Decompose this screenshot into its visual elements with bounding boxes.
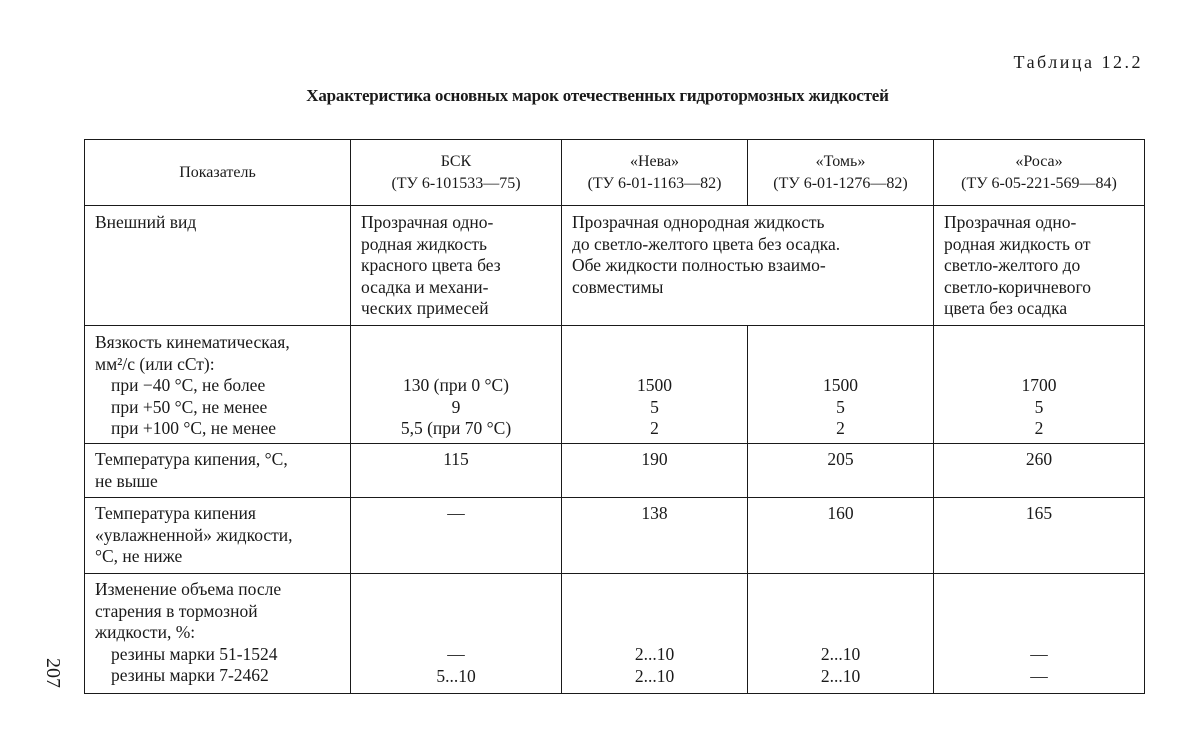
header-cell-neva: «Нева» (ТУ 6-01-1163—82) <box>562 140 748 206</box>
cell-rosa: 260 <box>934 444 1145 498</box>
cell-tom: 2...10 2...10 <box>748 574 934 694</box>
cell-neva: 138 <box>562 498 748 574</box>
table-row-wet-boiling <box>85 498 1145 574</box>
cell-tom: 160 <box>748 498 934 574</box>
row-label: Температура кипения, °С, не выше <box>85 444 351 498</box>
table-row-volume-change <box>85 574 1145 694</box>
cell-neva: 190 <box>562 444 748 498</box>
header-cell-indicator: Показатель <box>85 140 351 206</box>
table-row-boiling <box>85 444 1145 498</box>
row-label: Температура кипения «увлажненной» жидкости, °С, не ниже <box>85 498 351 574</box>
row-label: Внешний вид <box>85 206 351 326</box>
cell-rosa: 165 <box>934 498 1145 574</box>
cell-bsk: — 5...10 <box>351 574 562 694</box>
header-cell-rosa: «Роса» (ТУ 6-05-221-569—84) <box>934 140 1145 206</box>
table-row-viscosity <box>85 326 1145 444</box>
cell-tom: 1500 5 2 <box>748 326 934 444</box>
header-row <box>85 140 1145 206</box>
header-cell-bsk: БСК (ТУ 6-101533—75) <box>351 140 562 206</box>
fluids-table <box>84 139 1145 694</box>
cell-bsk: Прозрачная одно- родная жидкость красного цвета без осадка и механи- ческих примесей <box>351 206 562 326</box>
table-title: Характеристика основных марок отечественных гидротормозных жидкостей <box>306 86 889 105</box>
cell-neva-tom: Прозрачная однородная жидкость до светло-желтого цвета без осадка. Обе жидкости полностью взаимо- совместимы <box>562 206 934 326</box>
cell-rosa: Прозрачная одно- родная жидкость от светло-желтого до светло-коричневого цвета без осадка <box>934 206 1145 326</box>
cell-tom: 205 <box>748 444 934 498</box>
cell-bsk: 115 <box>351 444 562 498</box>
header-cell-tom: «Томь» (ТУ 6-01-1276—82) <box>748 140 934 206</box>
table-number-label: Таблица 12.2 <box>1013 52 1143 72</box>
page-number: 207 <box>42 658 64 688</box>
cell-neva: 2...10 2...10 <box>562 574 748 694</box>
cell-rosa: 1700 5 2 <box>934 326 1145 444</box>
cell-bsk: — <box>351 498 562 574</box>
cell-bsk: 130 (при 0 °С) 9 5,5 (при 70 °С) <box>351 326 562 444</box>
row-label: Изменение объема после старения в тормозной жидкости, %: резины марки 51-1524 резины марки 7-2462 <box>85 574 351 694</box>
cell-rosa: — — <box>934 574 1145 694</box>
table-row-appearance <box>85 206 1145 326</box>
cell-neva: 1500 5 2 <box>562 326 748 444</box>
row-label: Вязкость кинематическая, мм²/с (или сСт): при −40 °С, не более при +50 °С, не менее при +100 °С, не менее <box>85 326 351 444</box>
